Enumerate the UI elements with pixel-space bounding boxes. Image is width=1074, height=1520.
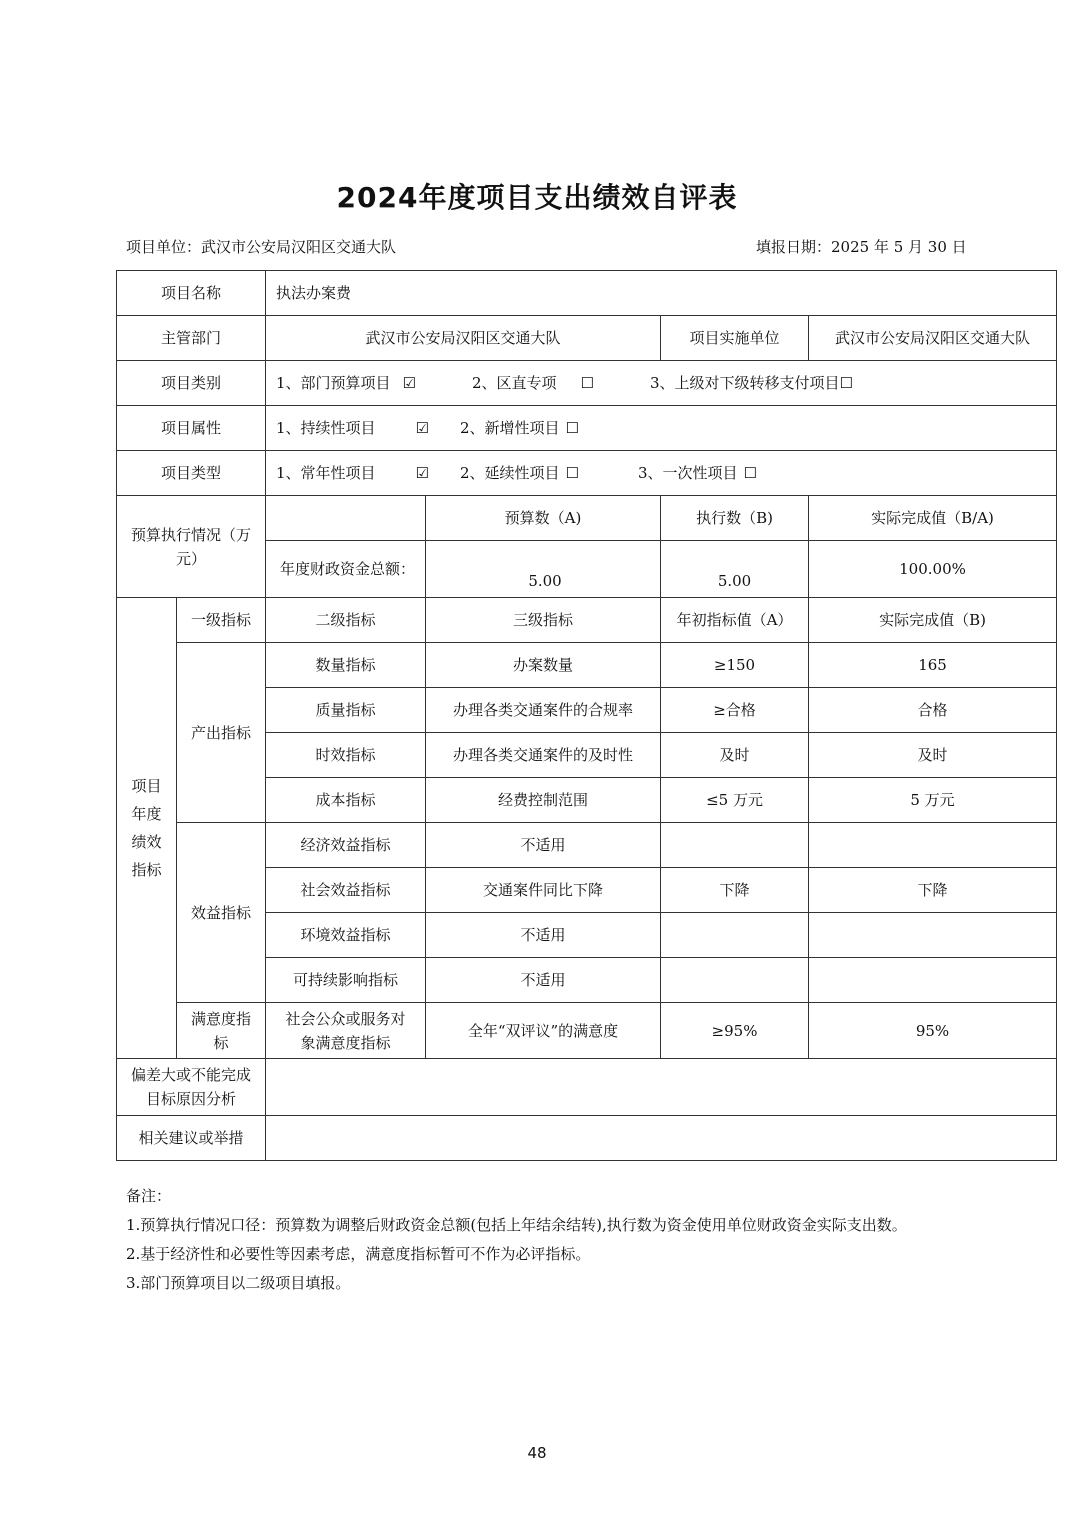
row-attribute: [117, 406, 1057, 451]
indicator-group-label: 项目年度绩效指标: [117, 598, 177, 1059]
impl-unit-label: 项目实施单位: [661, 316, 809, 361]
row-type: [117, 451, 1057, 496]
row-budget-header: [117, 496, 1057, 541]
target-cell: ≥合格: [661, 688, 809, 733]
type-options: [266, 451, 1057, 496]
actual-cell: 95%: [809, 1003, 1057, 1059]
level3-cell: 办理各类交通案件的合规率: [426, 688, 661, 733]
checked-box-icon: ☑: [402, 374, 417, 392]
actual-cell: [809, 913, 1057, 958]
option: 3、上级对下级转移支付项目☐: [650, 374, 854, 392]
option: 3、一次性项目 ☐: [638, 461, 757, 485]
impl-unit-value: 武汉市公安局汉阳区交通大队: [809, 316, 1057, 361]
target-cell: ≤5 万元: [661, 778, 809, 823]
checkbox-icon: ☐: [565, 419, 580, 437]
target-cell: ≥95%: [661, 1003, 809, 1059]
level3-cell: 不适用: [426, 823, 661, 868]
target-cell: [661, 913, 809, 958]
note-item: 2.基于经济性和必要性等因素考虑，满意度指标暂可不作为必评指标。: [126, 1245, 591, 1263]
checkbox-icon: ☐: [743, 464, 758, 482]
ratio-value: 100.00%: [809, 541, 1057, 598]
target-cell: ≥150: [661, 643, 809, 688]
actual-cell: [809, 823, 1057, 868]
budget-empty-header: [266, 496, 426, 541]
budget-col-ratio: 实际完成值（B/A): [809, 496, 1057, 541]
level2-cell: 数量指标: [266, 643, 426, 688]
actual-cell: [809, 958, 1057, 1003]
level2-cell: 经济效益指标: [266, 823, 426, 868]
type-label: 项目类型: [117, 451, 266, 496]
option: 2、区直专项 ☐: [472, 371, 650, 395]
option: 1、持续性项目 ☑: [276, 416, 460, 440]
option: 1、部门预算项目 ☑: [276, 371, 472, 395]
exec-value: 5.00: [661, 541, 809, 598]
checked-box-icon: ☑: [415, 419, 430, 437]
level3-cell: 交通案件同比下降: [426, 868, 661, 913]
output-indicator-label: 产出指标: [177, 643, 266, 823]
level3-cell: 不适用: [426, 913, 661, 958]
row-department: [117, 316, 1057, 361]
deviation-label: 偏差大或不能完成目标原因分析: [117, 1059, 266, 1116]
actual-cell: 下降: [809, 868, 1057, 913]
level3-cell: 经费控制范围: [426, 778, 661, 823]
notes-heading: 备注：: [126, 1187, 172, 1205]
header-actual: 实际完成值（B): [809, 598, 1057, 643]
level2-cell: 质量指标: [266, 688, 426, 733]
row-deviation: [117, 1059, 1057, 1116]
project-name-label: 项目名称: [117, 271, 266, 316]
level2-cell: 时效指标: [266, 733, 426, 778]
checkbox-icon: ☐: [565, 464, 580, 482]
level2-cell: 社会效益指标: [266, 868, 426, 913]
checked-box-icon: ☑: [415, 464, 430, 482]
category-options: [266, 361, 1057, 406]
actual-cell: 165: [809, 643, 1057, 688]
target-cell: 下降: [661, 868, 809, 913]
checkbox-icon: ☐: [839, 374, 854, 392]
actual-cell: 5 万元: [809, 778, 1057, 823]
budget-label: 预算执行情况（万元）: [117, 496, 266, 598]
attr-label: 项目属性: [117, 406, 266, 451]
attr-options: [266, 406, 1057, 451]
note-item: 1.预算执行情况口径：预算数为调整后财政资金总额(包括上年结余结转),执行数为资金使用单位财政资金实际支出数。: [126, 1216, 907, 1234]
dept-value: 武汉市公安局汉阳区交通大队: [266, 316, 661, 361]
level2-cell: 社会公众或服务对象满意度指标: [266, 1003, 426, 1059]
checkbox-icon: ☐: [580, 374, 595, 392]
table-row: [117, 643, 1057, 688]
header-level1: 一级指标: [177, 598, 266, 643]
table-row: [117, 1003, 1057, 1059]
budget-col-budget: 预算数（A): [426, 496, 661, 541]
page-number: 48: [527, 1444, 547, 1462]
level2-cell: 环境效益指标: [266, 913, 426, 958]
dept-label: 主管部门: [117, 316, 266, 361]
row-indicator-header: [117, 598, 1057, 643]
level3-cell: 不适用: [426, 958, 661, 1003]
project-name-value: 执法办案费: [266, 271, 1057, 316]
option: 1、常年性项目 ☑: [276, 461, 460, 485]
satisfaction-indicator-label: 满意度指标: [177, 1003, 266, 1059]
category-label: 项目类别: [117, 361, 266, 406]
header-target: 年初指标值（A）: [661, 598, 809, 643]
option: 2、延续性项目 ☐: [460, 461, 638, 485]
header-level2: 二级指标: [266, 598, 426, 643]
page-title: 2024年度项目支出绩效自评表: [336, 181, 738, 214]
level3-cell: 办案数量: [426, 643, 661, 688]
row-suggestion: [117, 1116, 1057, 1161]
level2-cell: 可持续影响指标: [266, 958, 426, 1003]
row-category: [117, 361, 1057, 406]
row-project-name: [117, 271, 1057, 316]
budget-col-exec: 执行数（B): [661, 496, 809, 541]
notes: [126, 1182, 907, 1298]
actual-cell: 及时: [809, 733, 1057, 778]
budget-value: 5.00: [426, 541, 661, 598]
actual-cell: 合格: [809, 688, 1057, 733]
table-row: [117, 823, 1057, 868]
budget-total-label: 年度财政资金总额：: [266, 541, 426, 598]
target-cell: 及时: [661, 733, 809, 778]
benefit-indicator-label: 效益指标: [177, 823, 266, 1003]
suggestion-label: 相关建议或举措: [117, 1116, 266, 1161]
note-item: 3.部门预算项目以二级项目填报。: [126, 1274, 351, 1292]
target-cell: [661, 958, 809, 1003]
project-unit: 项目单位：武汉市公安局汉阳区交通大队: [126, 238, 397, 256]
level3-cell: 办理各类交通案件的及时性: [426, 733, 661, 778]
suggestion-value: [266, 1116, 1057, 1161]
report-date: 填报日期：2025 年 5 月 30 日: [756, 238, 967, 256]
level3-cell: 全年“双评议”的满意度: [426, 1003, 661, 1059]
performance-table: [116, 270, 1057, 1161]
deviation-value: [266, 1059, 1057, 1116]
level2-cell: 成本指标: [266, 778, 426, 823]
target-cell: [661, 823, 809, 868]
option: 2、新增性项目 ☐: [460, 416, 579, 440]
header-level3: 三级指标: [426, 598, 661, 643]
